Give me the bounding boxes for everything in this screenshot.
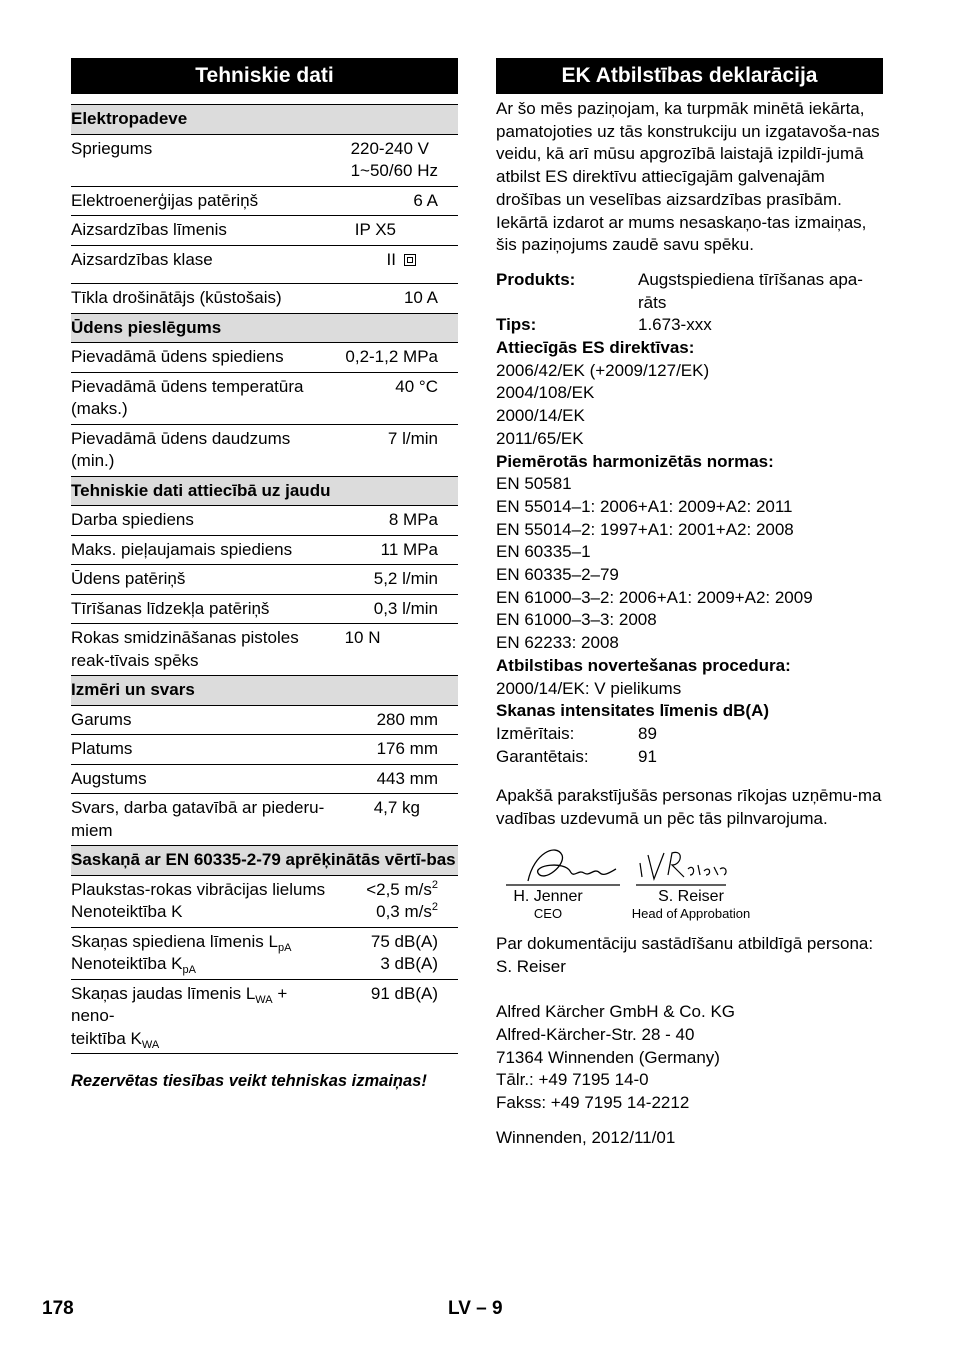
norms-heading: Piemērotās harmonizētās normas: [496, 451, 774, 471]
product-row: Produkts: Augstspiediena tīrīšanas apa- rāts [496, 269, 863, 312]
directives-heading: Attiecīgās ES direktīvas: [496, 338, 695, 358]
guaranteed-row: Garantētais: 91 [496, 746, 657, 766]
address-line: Alfred Kärcher GmbH & Co. KG [496, 1002, 736, 1022]
spec-table [71, 104, 458, 1054]
directive-item: 2000/14/EK [496, 406, 585, 426]
directive-item: 2006/42/EK (+2009/127/EK) [496, 360, 710, 380]
table-row: Garums 280 mm [71, 705, 458, 735]
procedure-value: 2000/14/EK: V pielikums [496, 678, 682, 698]
address-line: Alfred-Kärcher-Str. 28 - 40 [496, 1024, 695, 1044]
table-row: Aizsardzības klase II [71, 245, 458, 284]
address-line: 71364 Winnenden (Germany) [496, 1047, 720, 1067]
table-row: Spriegums 220-240 V 1~50/60 Hz [71, 134, 458, 186]
table-row: Ūdens patēriņš 5,2 l/min [71, 565, 458, 595]
norm-item: EN 60335–1 [496, 542, 591, 562]
norm-item: EN 61000–3–2: 2006+A1: 2009+A2: 2009 [496, 587, 813, 607]
documentation-text: Par dokumentāciju sastādīšanu atbildīgā persona: [496, 933, 874, 953]
declaration-column [496, 58, 883, 1149]
section-emissions: Saskaņā ar EN 60335-2-79 aprēķinātās vērtī-bas [71, 846, 458, 876]
table-row: Skaņas jaudas līmenis $L_{WA}$ + neno- teiktība $K_{WA}$ 91 dB(A) [71, 979, 458, 1054]
table-row: Augstums 443 mm [71, 764, 458, 794]
table-row: Plaukstas-rokas vibrācijas lielums Nenoteiktība K <2,5 $m/s^2$ 0,3 $m/s^2$ [71, 875, 458, 927]
norm-item: EN 62233: 2008 [496, 633, 619, 653]
signature-reiser [634, 845, 734, 889]
table-row: Pievadāmā ūdens daudzums (min.) 7 l/min [71, 424, 458, 476]
address-line: Tālr.: +49 7195 14-0 [496, 1070, 649, 1090]
table-row: Svars, darba gatavībā ar piederu-miem 4,7 kg [71, 794, 458, 846]
table-row: Elektroenerģijas patēriņš 6 A [71, 186, 458, 216]
table-row: Tīkla drošinātājs (kūstošais) 10 A [71, 284, 458, 314]
declaration-title: EK Atbilstības deklarācija [496, 58, 883, 94]
measured-row: Izmērītais: 89 [496, 723, 657, 743]
authorization-text: Apakšā parakstījušās personas rīkojas uzņēmu-ma vadības uzdevumā un pēc tās pilnvarojuma. [496, 786, 882, 829]
norm-item: EN 50581 [496, 474, 572, 494]
intro-text: Ar šo mēs paziņojam, ka turpmāk minētā iekārta, pamatojoties uz tās konstrukciju un izgatavoša-nas veidu, kā arī mūsu apgrozībā laistajā izpildī-jumā atbilst ES direktīvu attiecīgajām galvenajām drošības un veselības aizsardzības prasībām. Iekārtā izdarot ar mums nesaskaņo-tas izmaiņas, šis paziņojums zaudē savu spēku. [496, 99, 880, 255]
table-row: Darba spiediens 8 MPa [71, 506, 458, 536]
norm-item: EN 55014–2: 1997+A1: 2001+A2: 2008 [496, 519, 794, 539]
page-number: 178 [42, 1298, 74, 1319]
protection-class-ii-icon [404, 254, 416, 266]
section-water: Ūdens pieslēgums [71, 313, 458, 343]
procedure-heading: Atbilstibas novertešanas procedura: [496, 655, 791, 675]
table-row: Pievadāmā ūdens temperatūra (maks.) 40 °C [71, 372, 458, 424]
directive-item: 2011/65/EK [496, 428, 584, 448]
table-row: Tīrīšanas līdzekļa patēriņš 0,3 l/min [71, 594, 458, 624]
sound-heading: Skanas intensitates līmenis dB(A) [496, 701, 770, 721]
section-power: Elektropadeve [71, 105, 458, 135]
section-performance: Tehniskie dati attiecībā uz jaudu [71, 476, 458, 506]
section-dimensions: Izmēri un svars [71, 676, 458, 706]
table-row: Pievadāmā ūdens spiediens 0,2-1,2 MPa [71, 343, 458, 373]
language-page-label: LV – 9 [448, 1298, 503, 1319]
table-row: Skaņas spiediena līmenis $L_{pA}$ Nenoteiktība $K_{pA}$ 75 dB(A) 3 dB(A) [71, 927, 458, 979]
signature-jenner [504, 843, 624, 893]
address-line: Fakss: +49 7195 14-2212 [496, 1093, 690, 1113]
table-row: Rokas smidzināšanas pistoles reak-tīvais spēks 10 N [71, 624, 458, 676]
directive-item: 2004/108/EK [496, 383, 595, 403]
table-row: Aizsardzības līmenis IP X5 [71, 216, 458, 246]
table-row: Maks. pieļaujamais spiediens 11 MPa [71, 535, 458, 565]
place-date: Winnenden, 2012/11/01 [496, 1127, 676, 1147]
signatory-reiser: S. Reiser Head of Approbation [631, 887, 751, 921]
type-row: Tips: 1.673-xxx [496, 315, 712, 335]
signatures [496, 843, 883, 933]
table-row: Platums 176 mm [71, 735, 458, 765]
norm-item: EN 61000–3–3: 2008 [496, 610, 657, 630]
tech-data-column [71, 58, 458, 1091]
norm-item: EN 60335–2–79 [496, 565, 619, 585]
reservation-note: Rezervētas tiesības veikt tehniskas izmaiņas! [71, 1072, 427, 1090]
norm-item: EN 55014–1: 2006+A1: 2009+A2: 2011 [496, 496, 793, 516]
tech-data-title: Tehniskie dati [71, 58, 458, 94]
documentation-person: S. Reiser [496, 956, 566, 976]
signatory-jenner: H. Jenner CEO [513, 887, 583, 921]
